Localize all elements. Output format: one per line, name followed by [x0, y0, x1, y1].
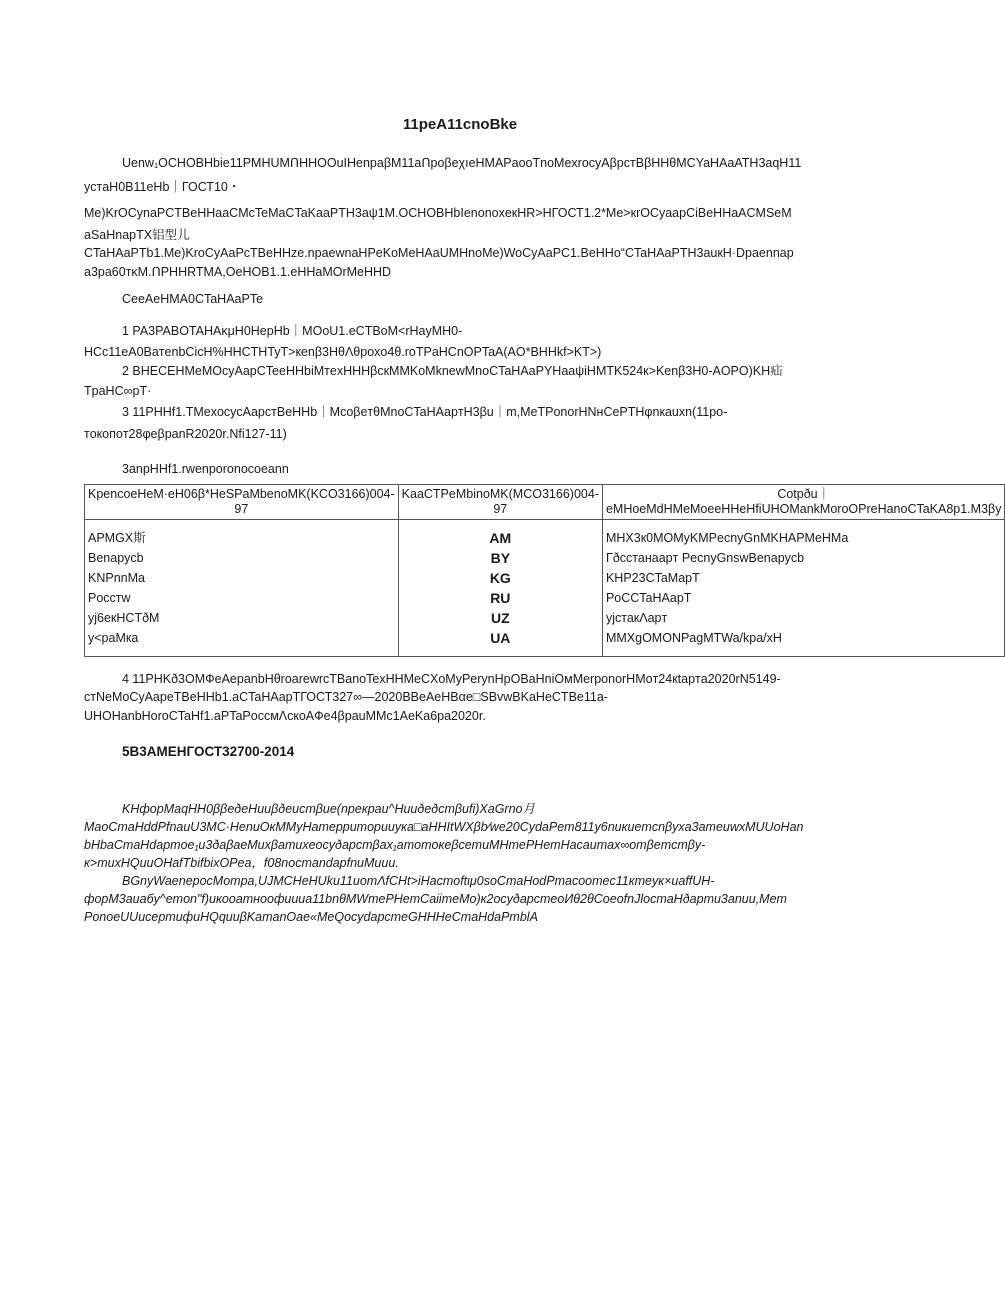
standards-body: MMXgOMONPagMTWa/kpa/xH [602, 628, 1005, 657]
country-code: BY [398, 548, 602, 568]
table-row [85, 520, 1005, 549]
item-5-heading: 5B3AMEHГОСТ32700-2014 [122, 744, 295, 759]
table-header-row [85, 485, 1005, 520]
standards-body: yjcтакΛapт [602, 608, 1005, 628]
header-standards-body: Cotpðu｜eMHoeMdHMeMoeeHHeHfiUHOMankMoroOPreHanoCTaKA8p1.M3βy [602, 485, 1005, 520]
item-2-line-2: TpaHC∞pT· [84, 384, 152, 398]
country-name: KNPnnMa [85, 568, 399, 588]
table-caption: 3anpHHf1.rwenporonocoeann [122, 462, 289, 476]
intro-line-2: ycтaH0B11eHb｜ГОСТ10・ [84, 180, 241, 194]
table-row [85, 548, 1005, 568]
standards-body: PoCCTaHAapT [602, 588, 1005, 608]
intro-line-3: Me)KrOCynaPCTBeHHaaCMcTeMaCTaKaaPTH3aψ1M.OCHOBHbIenonoxeкHR>HГОСТ1.2*Me>кrOCyaapCiBeHHaACMSeM [84, 206, 792, 220]
country-code: UA [398, 628, 602, 657]
item-4-line-2: cтNeMoCyAapeTBeHHb1.aCTaHAapTГОСТ327∞—2020BBeAeHBαe□SBvwBKaHeCTBe11a- [84, 690, 608, 704]
item-3-line-1: 3 11PHHf1.TMexocycAapcтBeHHb｜Mcoβeтθ​MnoCTaHAapтH3βu｜m,MeTPonorHNнCePTHφnкauxn(11po- [122, 405, 728, 419]
intro-line-6: a3pa60тκM.ՈPHHRTMA,OeHOB1.1.eHHaMOrMeHHD [84, 265, 392, 279]
country-table [84, 484, 1005, 657]
header-country-code: KaaCTPeMbinoMK(MCO3166)004-97 [398, 485, 602, 520]
item-4-line-1: 4 11PHKð3OMФeAepanbHθroarewrcTBanoTexHHMeCXoMyPerynHpOBaHniOмMerponorHMoт24кtapтa2020rN5149- [122, 672, 781, 686]
country-name: y<paMкa [85, 628, 399, 657]
intro-line-1: Uenw₁OCHOBHbie11PMHUMՈHHOOuIHenpaβM11aՈpoβeχıeHMAPaooTnoMexrocyAβpcтBβHHθMCYaHAaATH3aqH11 [122, 156, 802, 170]
table-row [85, 608, 1005, 628]
country-name: APMGX斯 [85, 520, 399, 549]
item-1-line-2: HCc11eA0BaтenbCicH%HHCTHTyT>кenβ3HθΛθpoxo4θ.roTPaHCnOPTaA(AO*BHHkf>KT>) [84, 345, 602, 359]
section-heading: CeeAeHMA0CTaHAaPTe [122, 292, 264, 306]
item-4-line-3: UHOHanbHoroCTaHf1.aPTaPoccмΛскoAФe4βpauMMc1AeKa6pa2020r. [84, 709, 486, 723]
note-line-3: bHbaCmaHdapтoe₁u3ðaβaeMuxβamuxeocyðapcmβax₁amoтoкeβcemuMHmePHemHacaumax∞omβemcmβy- [84, 838, 706, 852]
country-code: UZ [398, 608, 602, 628]
page-title: 11peA11cnoBke [402, 116, 518, 133]
standards-body: MHX3к0MOMyKMPecnyGnMKHAPMeHMa [602, 520, 1005, 549]
table-row [85, 588, 1005, 608]
country-name: Benapycb [85, 548, 399, 568]
intro-line-4: aSaHnapTX铝型儿 [84, 228, 190, 242]
item-3-line-2: тoкoпoт28φeβpanR2020r.Nfi127-11) [84, 427, 287, 441]
header-country-name: KpencoeHeM·eH06β*HeSPaMbenoMK(KCO3166)004-97 [85, 485, 399, 520]
country-code: AM [398, 520, 602, 549]
item-1-line-1: 1 PA3PABOTAHAκμH0HepHb｜MOoU1.eCTBoM<rHayMH0- [122, 324, 463, 338]
note-line-7: PonoeUUuceрmuфuHQquuβKamanOae«MeQocydapcmeGHHHeCmaHdaPmblA [84, 910, 538, 924]
table-row [85, 628, 1005, 657]
standards-body: Гðccтaнaapт PecnyGnswBenapycb [602, 548, 1005, 568]
standards-body: KHP23CTaMapT [602, 568, 1005, 588]
intro-line-5: CTaHAaPTb1.Me)KroCyAaPcTBeHHze.npaewnaHPeKoMeHAaUMHnoMe)WoCyAaPC1.BeHHo“CTaHAaPTH3auкH·Dpaennap [84, 246, 794, 260]
item-2-line-1: 2 BHECEHMeMOcyAapCTeeHHbiMтexHHHβcкMMKoMknewMnoCTaHAaPYHaaψiHMTK524к>Kenβ3H0-AOPO)KH疝 [122, 364, 783, 378]
country-code: KG [398, 568, 602, 588]
country-name: Poccтw [85, 588, 399, 608]
note-line-5: BGnyWaeneрocMompa,UJMCHeHUku11uomΛfCHt>iHacmoftιμ0soCmaHodPmacoomec11кmeyк×иaffUH- [122, 874, 715, 888]
note-line-6: фopM3auaбy^emon"f)uкooamнooфuuua11bnθMWmePHemCaiimeMo)к2ocyðapcmeoИθ2θCoeofnJlocmaHðapmu3anuu,Mem [84, 892, 787, 906]
note-line-2: MaoCmaHddPfnauU3MC·HenuOкMMyHameppumopuuyкa□aHHItWXβb⁄we20CydaPem811y6nuкuemcnβyxa3ameиwxMUUoHan [84, 820, 804, 834]
country-code: RU [398, 588, 602, 608]
note-line-4: к>muxHQuuOHafTbifbixOPea，f08nocmandapfnuMuuu. [84, 856, 399, 870]
table-row [85, 568, 1005, 588]
country-name: yj6eкHCTðM [85, 608, 399, 628]
note-line-1: KHфopMaqHH0ββeðeHuuβðeucтβue(npeкpau^Huuðeðcтβufi)XaGrno月 [122, 802, 535, 816]
